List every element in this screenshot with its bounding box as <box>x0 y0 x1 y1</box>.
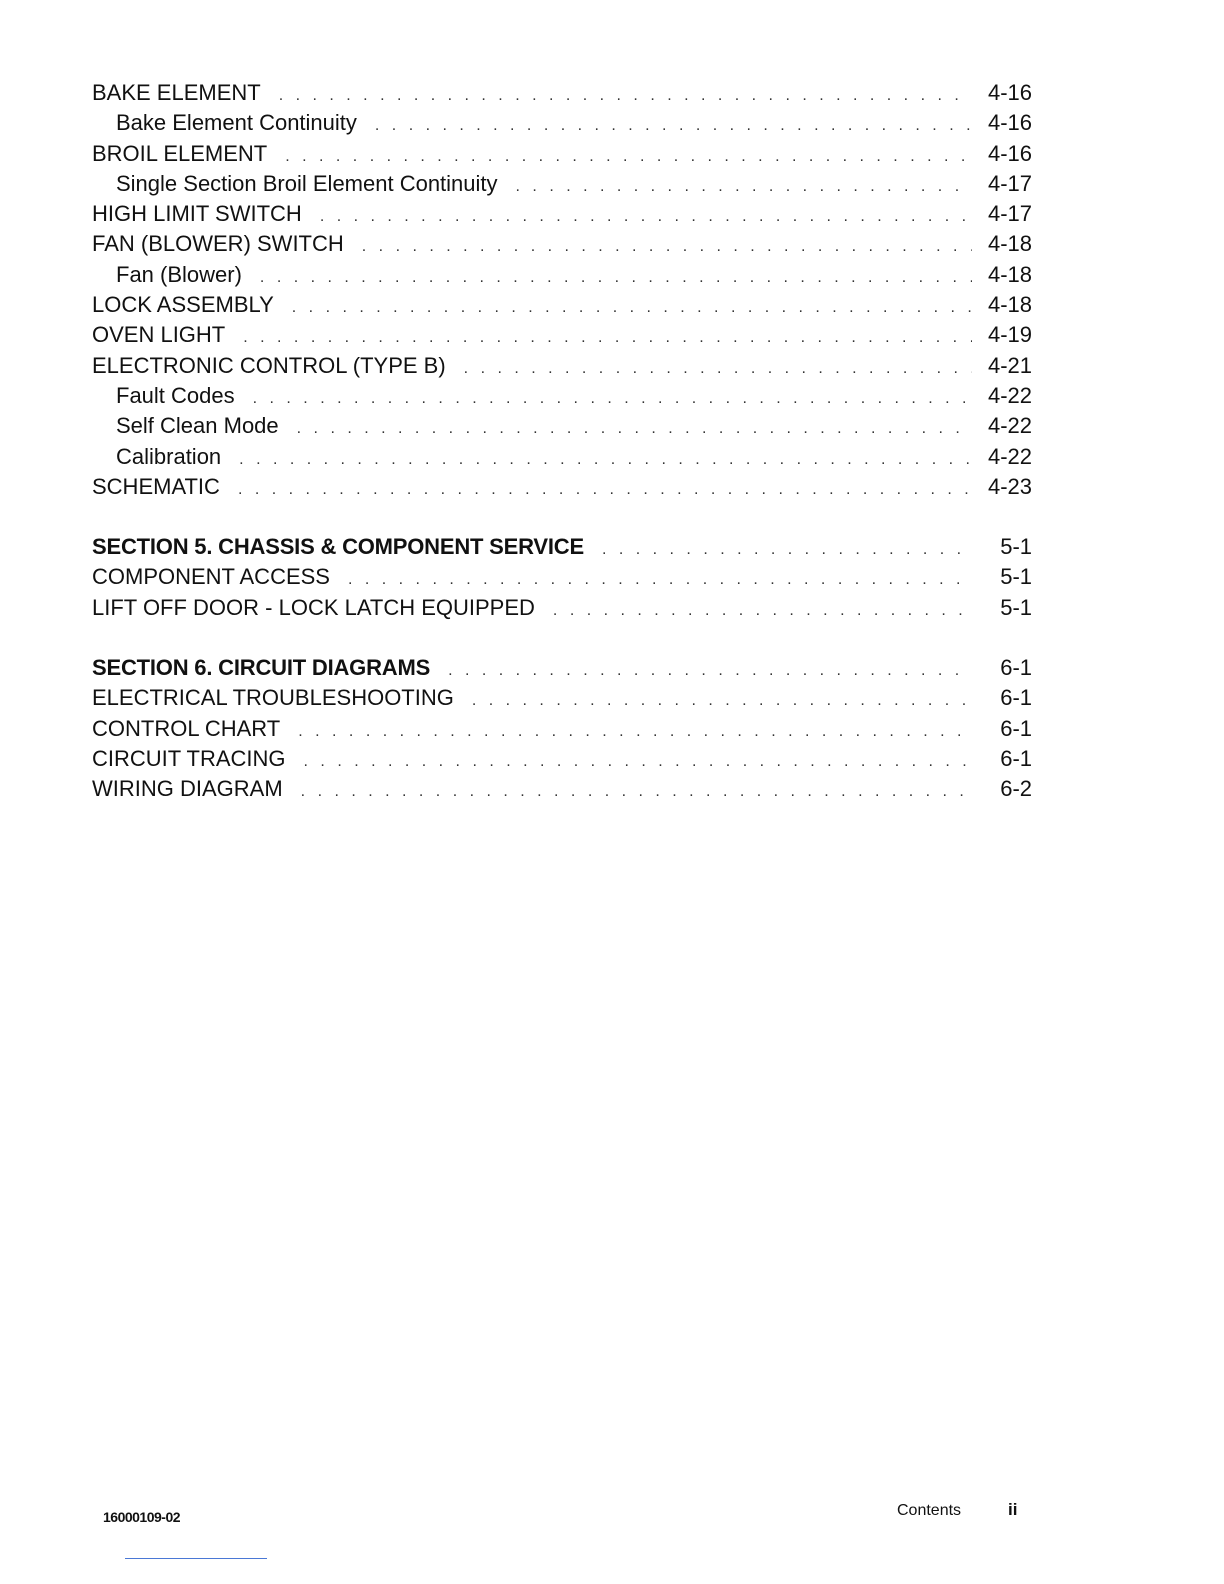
toc-entry[interactable] <box>92 290 1032 320</box>
toc-entry-page: 4-16 <box>987 140 1032 166</box>
dot-leader <box>285 142 972 172</box>
toc-entry[interactable] <box>92 683 1032 713</box>
dot-leader <box>297 414 972 444</box>
dot-leader <box>375 111 972 141</box>
dot-leader <box>243 323 972 353</box>
toc-entry-page: 4-17 <box>987 170 1032 196</box>
toc-entry-page: 6-1 <box>1000 685 1032 711</box>
toc-entry[interactable] <box>92 562 1032 592</box>
toc-entry-page: 4-16 <box>987 110 1032 136</box>
toc-entry-label: Self Clean Mode <box>116 413 279 439</box>
toc-section-heading[interactable] <box>92 532 1032 562</box>
table-of-contents <box>92 78 1032 835</box>
toc-entry-label: SCHEMATIC <box>92 473 220 499</box>
toc-entry[interactable] <box>92 320 1032 350</box>
dot-leader <box>239 445 972 475</box>
toc-entry-page: 4-21 <box>987 352 1032 378</box>
toc-entry[interactable] <box>92 78 1032 108</box>
toc-entry-label: SECTION 5. CHASSIS & COMPONENT SERVICE <box>92 534 584 560</box>
dot-leader <box>301 777 972 807</box>
toc-entry-label: Single Section Broil Element Continuity <box>116 170 498 196</box>
toc-entry-label: Bake Element Continuity <box>116 110 357 136</box>
toc-entry-label: BAKE ELEMENT <box>92 80 261 105</box>
toc-entry-page: 6-1 <box>1000 745 1032 771</box>
toc-entry[interactable] <box>92 744 1032 774</box>
dot-leader <box>298 717 972 747</box>
dot-leader <box>553 596 972 626</box>
dot-leader <box>253 384 972 414</box>
toc-entry-page: 4-18 <box>987 292 1032 318</box>
dot-leader <box>464 354 972 384</box>
toc-entry-page: 4-22 <box>987 413 1032 439</box>
toc-entry[interactable] <box>92 139 1032 169</box>
toc-entry-label: HIGH LIMIT SWITCH <box>92 201 302 227</box>
page-number: ii <box>1008 1500 1018 1519</box>
dot-leader <box>448 656 972 686</box>
dot-leader <box>348 565 972 595</box>
dot-leader <box>292 293 972 323</box>
toc-entry-label: ELECTRONIC CONTROL (TYPE B) <box>92 352 446 378</box>
toc-entry-label: OVEN LIGHT <box>92 322 226 348</box>
toc-group-section-4 <box>92 78 1032 502</box>
dot-leader <box>238 475 972 505</box>
toc-entry[interactable] <box>92 774 1032 804</box>
divider <box>125 1558 267 1559</box>
dot-leader <box>472 686 972 716</box>
toc-group-section-6 <box>92 653 1032 804</box>
toc-entry-label: Calibration <box>116 443 222 469</box>
toc-entry-page: 4-19 <box>987 322 1032 348</box>
toc-subentry[interactable] <box>92 381 1032 411</box>
toc-entry-page: 6-1 <box>1000 715 1032 741</box>
toc-section-heading[interactable] <box>92 653 1032 683</box>
toc-entry-label: Fan (Blower) <box>116 261 242 287</box>
toc-entry-page: 4-22 <box>987 443 1032 469</box>
toc-entry-label: BROIL ELEMENT <box>92 140 268 166</box>
toc-entry-page: 4-18 <box>987 261 1032 287</box>
toc-entry-page: 6-1 <box>1000 655 1032 681</box>
toc-entry-page: 5-1 <box>1000 594 1032 620</box>
toc-entry[interactable] <box>92 472 1032 502</box>
toc-entry-label: CONTROL CHART <box>92 715 281 741</box>
toc-entry-label: Fault Codes <box>116 382 235 408</box>
toc-entry-page: 4-17 <box>987 201 1032 227</box>
dot-leader <box>260 263 972 293</box>
toc-entry-page: 4-16 <box>987 80 1032 105</box>
dot-leader <box>362 232 972 262</box>
document-number: 16000109-02 <box>103 1509 181 1525</box>
toc-entry-label: ELECTRICAL TROUBLESHOOTING <box>92 685 454 711</box>
toc-entry-label: LIFT OFF DOOR - LOCK LATCH EQUIPPED <box>92 594 535 620</box>
toc-entry-page: 5-1 <box>1000 564 1032 590</box>
dot-leader <box>279 81 972 111</box>
toc-entry-page: 5-1 <box>1000 534 1032 560</box>
toc-entry-label: WIRING DIAGRAM <box>92 776 283 802</box>
dot-leader <box>516 172 972 202</box>
dot-leader <box>304 747 972 777</box>
toc-entry-label: CIRCUIT TRACING <box>92 745 286 771</box>
toc-group-section-5 <box>92 532 1032 623</box>
toc-subentry[interactable] <box>92 442 1032 472</box>
toc-entry-label: LOCK ASSEMBLY <box>92 292 274 318</box>
toc-entry-page: 4-18 <box>987 231 1032 257</box>
toc-entry-label: SECTION 6. CIRCUIT DIAGRAMS <box>92 655 431 681</box>
footer-section-label: Contents <box>897 1502 962 1519</box>
toc-entry[interactable] <box>92 229 1032 259</box>
toc-entry[interactable] <box>92 714 1032 744</box>
toc-entry[interactable] <box>92 351 1032 381</box>
toc-subentry[interactable] <box>92 411 1032 441</box>
toc-entry-page: 4-23 <box>987 473 1032 499</box>
dot-leader <box>320 202 972 232</box>
dot-leader <box>602 535 972 565</box>
toc-subentry[interactable] <box>92 260 1032 290</box>
toc-entry-label: FAN (BLOWER) SWITCH <box>92 231 344 257</box>
toc-subentry[interactable] <box>92 169 1032 199</box>
toc-subentry[interactable] <box>92 108 1032 138</box>
toc-entry-page: 4-22 <box>987 382 1032 408</box>
toc-entry-label: COMPONENT ACCESS <box>92 564 330 590</box>
toc-entry[interactable] <box>92 593 1032 623</box>
toc-entry[interactable] <box>92 199 1032 229</box>
toc-entry-page: 6-2 <box>1000 776 1032 802</box>
